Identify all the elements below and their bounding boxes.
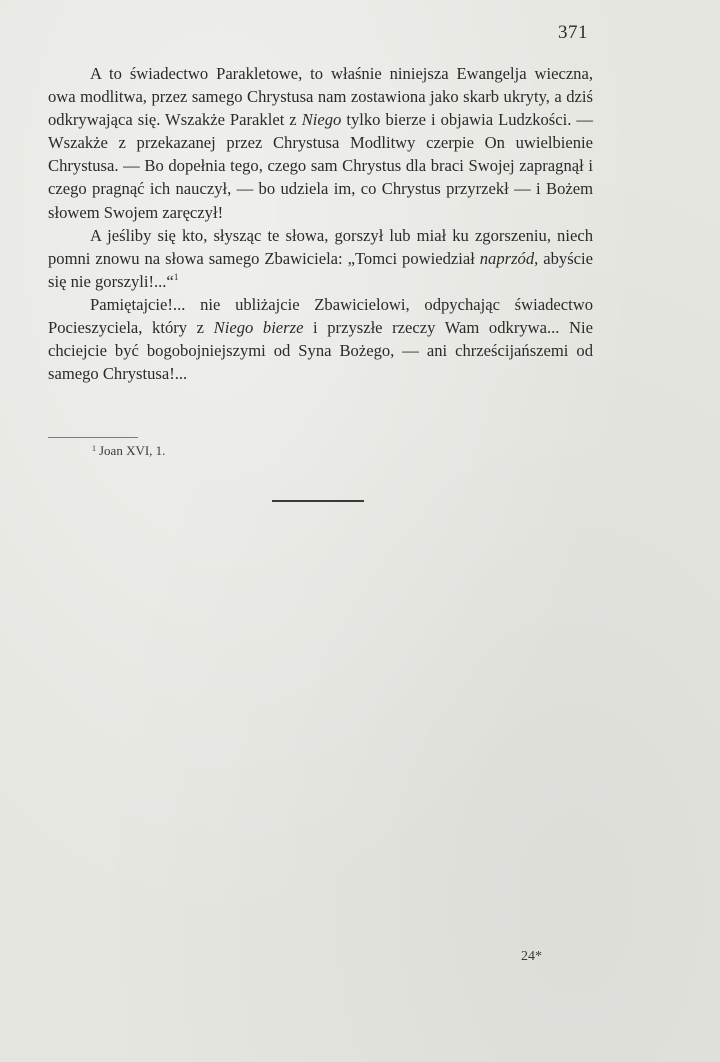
paragraph-2: A jeśliby się kto, słysząc te słowa, gorszył lub miał ku zgorszeniu, niech pomni znowu na słowa samego Zbawiciela: „Tomci powiedział naprzód, abyście się nie gorszyli!...“$^1$ — [48, 225, 593, 291]
footnote-divider — [48, 437, 138, 438]
main-text — [48, 62, 593, 385]
page-number: 371 — [558, 22, 588, 43]
section-end-rule — [272, 500, 364, 502]
paragraph-3: Pamiętajcie!... nie ubliżajcie Zbawicielowi, odpychając świadectwo Pocieszyciela, który z Niego bierze i przyszłe rzeczy Wam odkrywa... Nie chciejcie być bogobojniejszymi od Syna Bożego, — ani chrześcijańszemi od samego Chrystusa!... — [48, 294, 594, 384]
footnote-text: Joan XVI, 1. — [99, 443, 166, 458]
printer-signature-mark: 24* — [521, 949, 542, 964]
footnote-marker: 1 — [92, 444, 96, 453]
footnote — [92, 443, 165, 459]
paragraph-1: A to świadectwo Parakletowe, to właśnie niniejsza Ewangelja wieczna, owa modlitwa, przez samego Chrystusa nam zostawiona jako skarb ukryty, a dziś odkrywająca się. Wszakże Paraklet z Niego tylko bierze i objawia Ludzkości. — Wszakże z przekazanej przez Chrystusa Modlitwy czerpie On uwielbienie Chrystusa. — Bo dopełnia tego, czego sam Chrystus dla braci Swojej zapragnął i czego pragnąć ich nauczył, — bo udziela im, co Chrystus przyrzekł — i Bożem słowem Swojem zaręczył! — [48, 64, 593, 222]
footnote-reference: 1 — [173, 271, 179, 282]
